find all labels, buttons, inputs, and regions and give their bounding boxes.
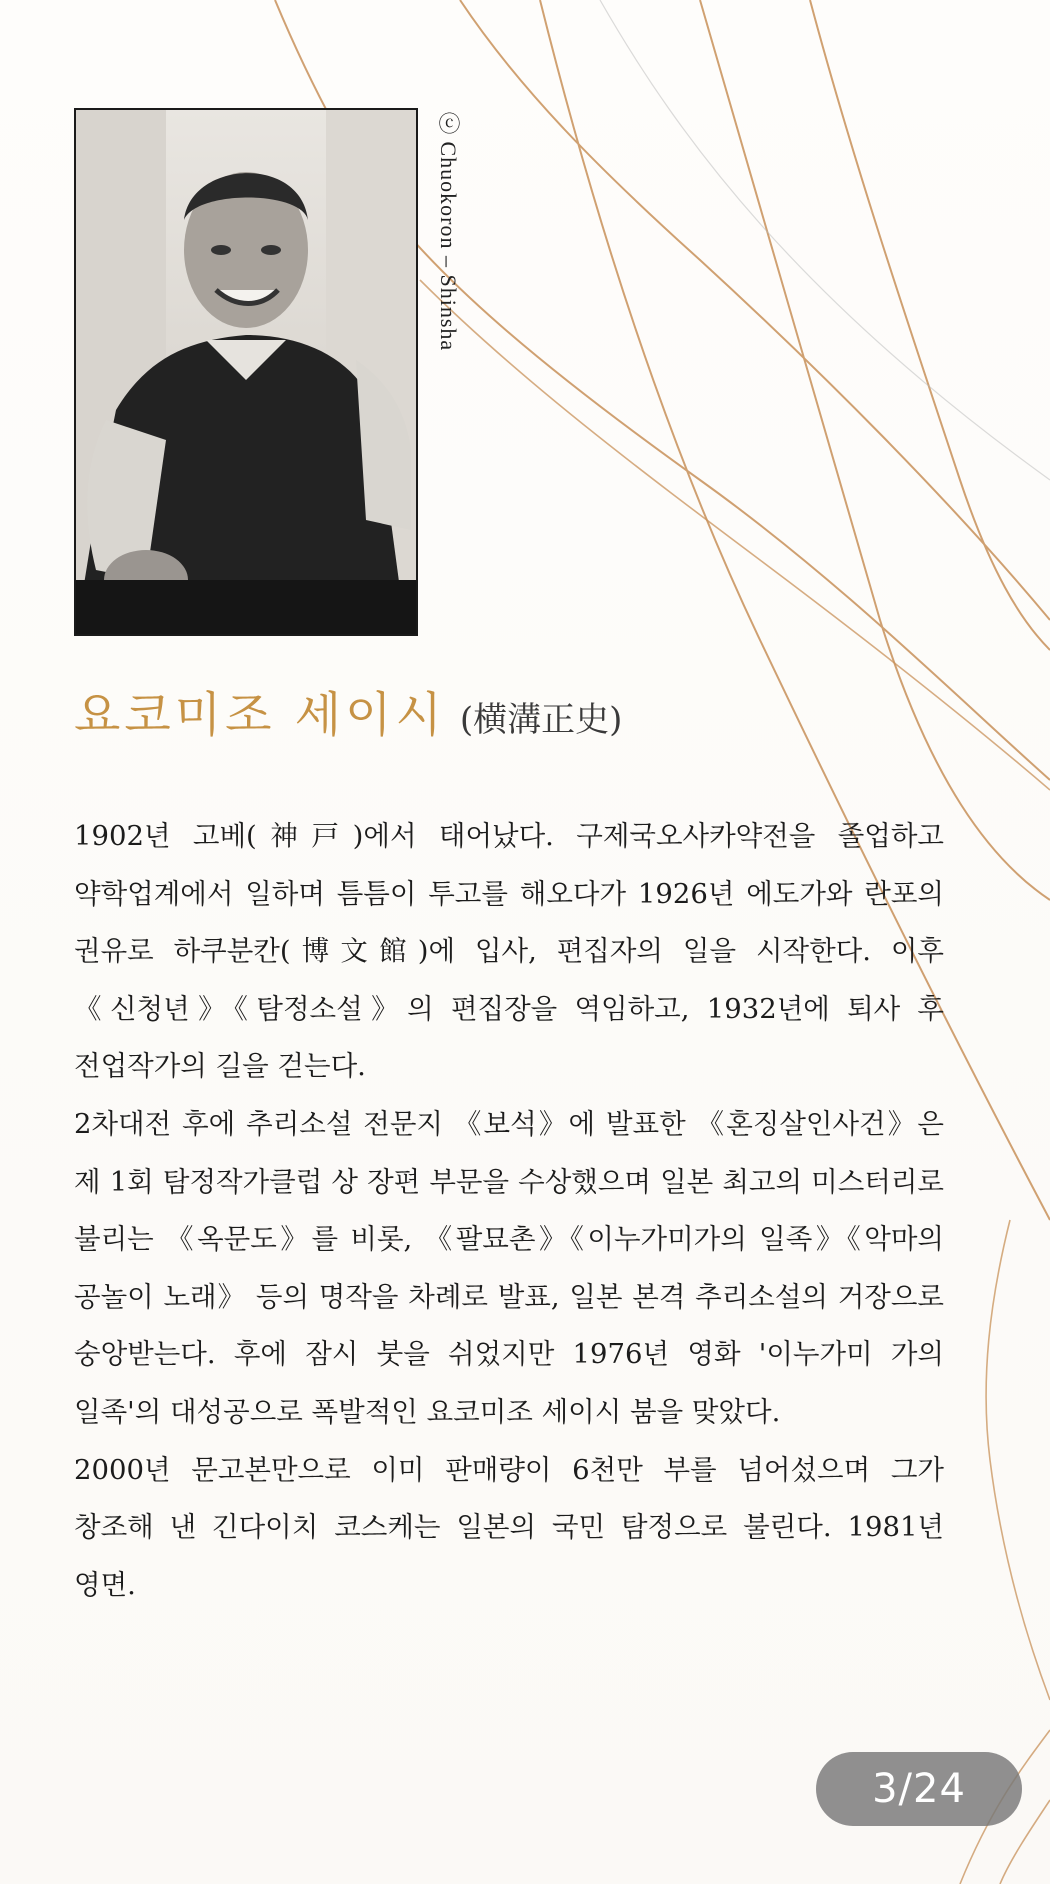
photo-credit: ⓒ Chuokoron – Shinsha	[436, 112, 461, 352]
page-counter-badge[interactable]: 3/24	[816, 1752, 1022, 1826]
author-portrait-photo	[74, 108, 418, 636]
bio-paragraph: 2차대전 후에 추리소설 전문지 《보석》에 발표한 《혼징살인사건》은 제 1회 탐정작가클럽 상 장편 부문을 수상했으며 일본 최고의 미스터리로 불리는 《옥문도》를 비롯, 《팔묘촌》《이누가미가의 일족》《악마의 공놀이 노래》 등의 명작을 차례로 발표, 일본 본격 추리소설의 거장으로 숭앙받는다. 후에 잠시 붓을 쉬었지만 1976년 영화 '이누가미 가의 일족'의 대성공으로 폭발적인 요코미조 세이시 붐을 맞았다.	[74, 1107, 944, 1428]
author-name-hanja: (横溝正史)	[459, 700, 623, 740]
author-biography	[74, 808, 944, 1614]
author-name-heading	[74, 676, 622, 746]
portrait-illustration	[76, 110, 416, 634]
bio-paragraph: 2000년 문고본만으로 이미 판매량이 6천만 부를 넘어섰으며 그가 창조해 낸 긴다이치 코스케는 일본의 국민 탐정으로 불린다. 1981년 영면.	[74, 1453, 944, 1601]
bio-paragraph: 1902년 고베(神戸)에서 태어났다. 구제국오사카약전을 졸업하고 약학업계에서 일하며 틈틈이 투고를 해오다가 1926년 에도가와 란포의 권유로 하쿠분칸(博文館)에 입사, 편집자의 일을 시작한다. 이후 《신청년》《탐정소설》의 편집장을 역임하고, 1932년에 퇴사 후 전업작가의 길을 걷는다.	[74, 820, 944, 1083]
author-name-korean: 요코미조 세이시	[74, 687, 446, 743]
